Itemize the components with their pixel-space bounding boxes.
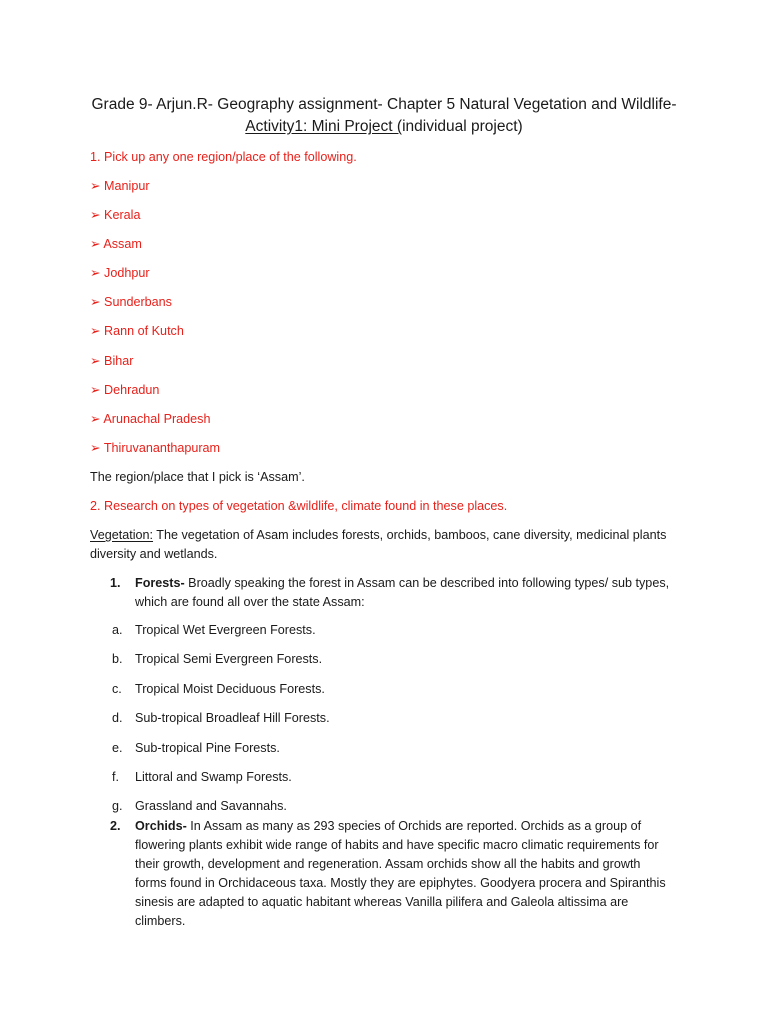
activity-title-underlined: Activity1: Mini Project ( — [245, 118, 403, 135]
list-marker: g. — [112, 799, 123, 813]
instruction-1: 1. Pick up any one region/place of the following. — [90, 150, 357, 164]
vegetation-label: Vegetation: — [90, 528, 154, 542]
forest-type-item — [112, 710, 330, 727]
instruction-2: 2. Research on types of vegetation &wildlife, climate found in these places. — [90, 499, 508, 513]
vegetation-paragraph — [90, 526, 680, 563]
forest-type-item — [112, 740, 280, 757]
place-item-arunachal-pradesh: ➢ Arunachal Pradesh — [90, 412, 211, 426]
list-marker: a. — [112, 623, 123, 637]
numbered-item-orchids — [112, 817, 672, 931]
list-marker: 2. — [110, 819, 121, 833]
pick-statement: The region/place that I pick is ‘Assam’. — [90, 470, 305, 484]
activity-title-rest: individual project) — [402, 118, 523, 135]
list-marker: e. — [112, 741, 123, 755]
list-marker: f. — [112, 770, 119, 784]
document-title-line-2 — [60, 117, 708, 136]
forest-type-text: Grassland and Savannahs. — [135, 799, 287, 813]
forest-type-item — [112, 798, 287, 815]
item-text-orchids: In Assam as many as 293 species of Orchids are reported. Orchids as a group of flowering plants exhibit wide range of habits and have specific macro climatic requirements for their growth, development and regeneration. Assam orchids show all the habits and growth forms found in Orchidaceous taxa. Mostly they are epiphytes. Goodyera procera and Spiranthis sinesis are adapted to aquatic habitant whereas Vanilla pilifera and Galeola altissima are climbers. — [135, 819, 666, 928]
place-item-manipur: ➢ Manipur — [90, 179, 150, 193]
forest-type-item — [112, 769, 292, 786]
list-marker: b. — [112, 652, 123, 666]
forest-type-item — [112, 681, 325, 698]
place-item-kerala: ➢ Kerala — [90, 208, 141, 222]
place-item-rann-of-kutch: ➢ Rann of Kutch — [90, 324, 184, 338]
forest-type-item — [112, 622, 316, 639]
item-heading-forests: Forests- — [135, 576, 185, 590]
item-text-forests: Broadly speaking the forest in Assam can be described into following types/ sub types, which are found all over the state Assam: — [135, 576, 670, 609]
forest-type-text: Littoral and Swamp Forests. — [135, 770, 292, 784]
forest-type-text: Tropical Semi Evergreen Forests. — [135, 652, 323, 666]
forest-type-text: Tropical Wet Evergreen Forests. — [135, 623, 316, 637]
forest-type-text: Tropical Moist Deciduous Forests. — [135, 682, 325, 696]
list-marker: 1. — [110, 576, 121, 590]
vegetation-text: The vegetation of Asam includes forests, orchids, bamboos, cane diversity, medicinal plants diversity and wetlands. — [90, 528, 667, 561]
document-title-line-1: Grade 9- Arjun.R- Geography assignment- Chapter 5 Natural Vegetation and Wildlife- — [91, 96, 677, 113]
place-item-assam: ➢ Assam — [90, 237, 142, 251]
place-item-bihar: ➢ Bihar — [90, 354, 134, 368]
place-item-jodhpur: ➢ Jodhpur — [90, 266, 150, 280]
forest-type-text: Sub-tropical Broadleaf Hill Forests. — [135, 711, 330, 725]
list-marker: c. — [112, 682, 122, 696]
place-item-dehradun: ➢ Dehradun — [90, 383, 160, 397]
list-marker: d. — [112, 711, 123, 725]
item-heading-orchids: Orchids- — [135, 819, 187, 833]
place-item-thiruvananthapuram: ➢ Thiruvananthapuram — [90, 441, 221, 455]
numbered-item-forests — [112, 574, 672, 612]
place-item-sunderbans: ➢ Sunderbans — [90, 295, 172, 309]
forest-type-text: Sub-tropical Pine Forests. — [135, 741, 280, 755]
forest-type-item — [112, 651, 322, 668]
